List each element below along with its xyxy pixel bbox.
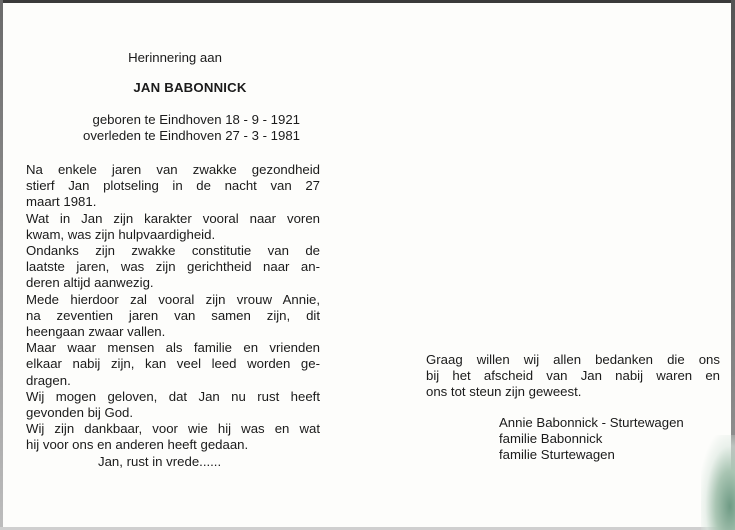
- body-line: Mede hierdoor zal vooral zijn vrouw Annie,: [26, 291, 320, 307]
- thanks-text: [426, 352, 720, 401]
- paper-stain: [701, 435, 735, 530]
- body-line: na zeventien jaren van samen zijn, dit: [26, 307, 320, 323]
- body-line: kwam, was zijn hulpvaardigheid.: [26, 226, 216, 242]
- intro-heading: Herinnering aan: [128, 50, 222, 65]
- body-line: Ondanks zijn zwakke constitutie van de: [26, 243, 320, 259]
- body-line: laatste jaren, was zijn gerichtheid naar an-: [26, 259, 320, 275]
- body-line: Wij mogen geloven, dat Jan nu rust heeft: [26, 388, 320, 404]
- body-line: elkaar nabij zijn, kan veel leed worden ge-: [26, 356, 320, 372]
- thanks-line: Graag willen wij allen bedanken die ons: [426, 352, 720, 367]
- card-edge-top: [0, 0, 735, 3]
- body-line: Wij zijn dankbaar, voor wie hij was en wat: [26, 421, 320, 437]
- body-line: dragen.: [26, 372, 71, 388]
- signature-line: familie Babonnick: [499, 431, 603, 447]
- memorial-text: [26, 162, 320, 470]
- deceased-name: JAN BABONNICK: [133, 80, 247, 95]
- body-line: hij voor ons en anderen heeft gedaan.: [26, 437, 249, 453]
- body-line: Na enkele jaren van zwakke gezondheid: [26, 162, 320, 177]
- body-line: maart 1981.: [26, 194, 97, 210]
- closing-line: Jan, rust in vrede......: [98, 453, 222, 469]
- thanks-line: bij het afscheid van Jan nabij waren en: [426, 368, 720, 384]
- body-line: Maar waar mensen als familie en vrienden: [26, 340, 320, 356]
- signature-line: Annie Babonnick - Sturtewagen: [499, 415, 684, 430]
- signatures: [499, 415, 684, 464]
- death-line: overleden te Eindhoven 27 - 3 - 1981: [82, 128, 300, 143]
- body-line: deren altijd aanwezig.: [26, 275, 154, 291]
- signature-line: familie Sturtewagen: [499, 447, 615, 463]
- card-edge-left: [0, 0, 3, 530]
- birth-line: geboren te Eindhoven 18 - 9 - 1921: [92, 112, 300, 127]
- thanks-line: ons tot steun zijn geweest.: [426, 384, 582, 400]
- body-line: gevonden bij God.: [26, 405, 134, 421]
- life-dates: [30, 112, 330, 144]
- body-line: Wat in Jan zijn karakter vooral naar voren: [26, 210, 320, 226]
- body-line: stierf Jan plotseling in de nacht van 27: [26, 178, 320, 194]
- body-line: heengaan zwaar vallen.: [26, 324, 166, 340]
